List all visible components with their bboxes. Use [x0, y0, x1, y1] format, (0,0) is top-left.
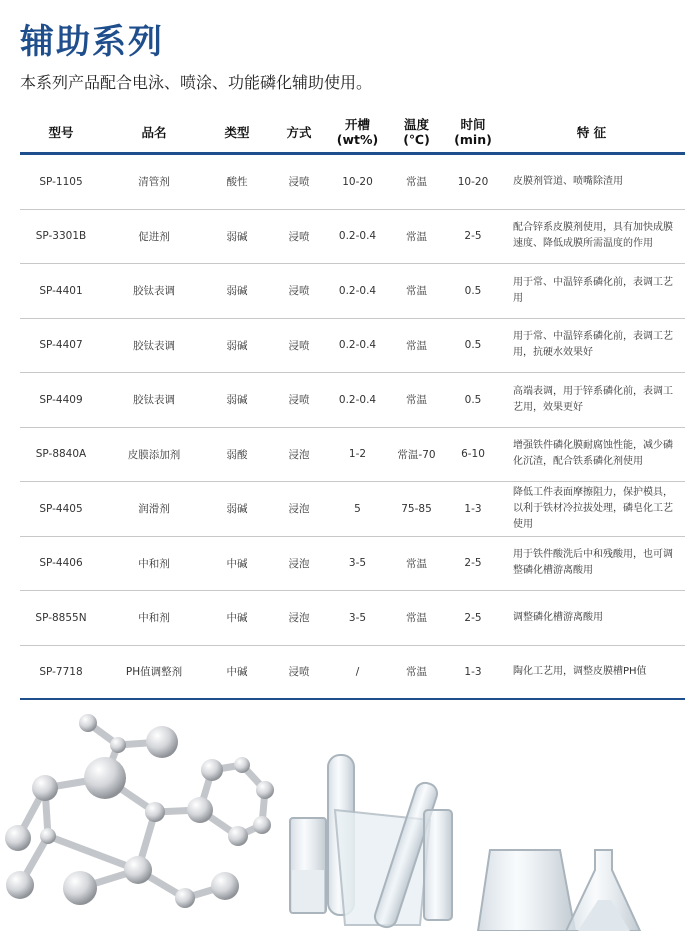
cell-feature: 调整磷化槽游离酸用	[513, 611, 603, 623]
glassware	[290, 755, 640, 931]
cell-method: 浸泡	[288, 503, 310, 516]
cell-temperature: 常温	[406, 176, 427, 189]
cell-model: SP-1105	[39, 175, 83, 188]
cell-model: SP-4406	[39, 557, 83, 570]
cell-time: 1-3	[464, 665, 482, 678]
cell-concentration: /	[355, 665, 360, 678]
cell-name: 胶钛表调	[133, 394, 175, 407]
cell-model: SP-8840A	[35, 448, 87, 461]
cell-type: 弱碱	[226, 285, 248, 298]
cell-name: 胶钛表调	[133, 285, 175, 298]
cell-time: 2-5	[464, 230, 482, 243]
cell-name: 润滑剂	[138, 503, 170, 516]
page-title: 辅助系列	[20, 22, 164, 62]
cell-model: SP-4401	[39, 284, 83, 297]
table-row	[20, 210, 685, 265]
cell-time: 6-10	[461, 448, 485, 461]
cell-temperature: 常温	[406, 339, 427, 352]
cell-concentration: 3-5	[348, 557, 367, 570]
cell-feature: 陶化工艺用，调整皮膜槽PH值	[513, 665, 647, 677]
table-row	[20, 482, 685, 537]
cell-method: 浸喷	[288, 339, 310, 352]
header-type: 类型	[224, 124, 250, 140]
cell-feature: 用于常、中温锌系磷化前，表调工艺用，抗硬水效果好	[513, 331, 673, 359]
cell-temperature: 常温-70	[397, 448, 436, 461]
cell-type: 中碱	[226, 666, 248, 679]
cell-method: 浸泡	[288, 557, 310, 570]
header-name: 品名	[141, 124, 167, 140]
header-concentration: 开槽 (wt%)	[336, 117, 379, 147]
cell-name: 促进剂	[138, 230, 170, 243]
cell-feature: 用于铁件酸洗后中和残酸用，也可调整磷化槽游离酸用	[513, 549, 673, 577]
cell-method: 浸喷	[288, 176, 310, 189]
cell-time: 0.5	[464, 339, 482, 352]
cell-feature: 配合锌系皮膜剂使用，具有加快成膜速度、降低成膜所需温度的作用	[513, 222, 673, 250]
cell-temperature: 常温	[406, 230, 427, 243]
cell-time: 10-20	[457, 175, 489, 188]
header-temperature: 温度 (℃)	[403, 117, 430, 147]
cell-method: 浸喷	[288, 666, 310, 679]
cell-type: 弱碱	[226, 339, 248, 352]
cell-concentration: 3-5	[348, 611, 367, 624]
cell-time: 2-5	[464, 557, 482, 570]
cell-type: 酸性	[226, 176, 248, 189]
table-row	[20, 646, 685, 701]
cell-type: 中碱	[226, 612, 248, 625]
cell-name: 胶钛表调	[133, 339, 175, 352]
cell-concentration: 0.2-0.4	[338, 393, 377, 406]
cell-method: 浸泡	[288, 448, 310, 461]
cell-model: SP-4407	[39, 339, 83, 352]
table-row	[20, 537, 685, 592]
cell-method: 浸泡	[288, 612, 310, 625]
cell-temperature: 常温	[406, 285, 427, 298]
page-subtitle: 本系列产品配合电泳、喷涂、功能磷化辅助使用。	[20, 73, 373, 92]
table-header	[20, 112, 685, 155]
cell-concentration: 5	[354, 502, 361, 515]
cell-type: 弱碱	[226, 503, 248, 516]
cell-model: SP-7718	[39, 665, 83, 678]
cell-name: PH值调整剂	[125, 666, 183, 679]
cell-model: SP-3301B	[35, 230, 87, 243]
cell-feature: 皮膜剂管道、喷嘴除渣用	[513, 175, 623, 187]
cell-temperature: 常温	[406, 394, 427, 407]
cell-name: 清管剂	[138, 176, 170, 189]
cell-concentration: 0.2-0.4	[338, 284, 377, 297]
cell-name: 中和剂	[138, 557, 170, 570]
cell-type: 弱碱	[226, 394, 248, 407]
cell-method: 浸喷	[288, 285, 310, 298]
cell-feature: 用于常、中温锌系磷化前，表调工艺用	[513, 276, 673, 304]
cell-feature: 降低工件表面摩擦阻力，保护模具，以利于铁材冷拉拔处理，磷皂化工艺使用	[513, 486, 673, 530]
header-model: 型号	[48, 124, 74, 140]
cell-name: 中和剂	[138, 612, 170, 625]
cell-temperature: 75-85	[401, 502, 432, 515]
cell-model: SP-8855N	[35, 611, 87, 624]
table-row	[20, 264, 685, 319]
cell-concentration: 0.2-0.4	[338, 339, 377, 352]
cell-temperature: 常温	[406, 666, 427, 679]
table-row	[20, 319, 685, 374]
cell-model: SP-4409	[39, 393, 83, 406]
cell-concentration: 1-2	[348, 448, 367, 461]
cell-time: 2-5	[464, 611, 482, 624]
cell-type: 弱碱	[226, 230, 248, 243]
cell-type: 弱酸	[226, 448, 248, 461]
cell-name: 皮膜添加剂	[127, 448, 181, 461]
table-body	[20, 155, 685, 700]
cell-temperature: 常温	[406, 557, 427, 570]
table-row	[20, 373, 685, 428]
cell-time: 1-3	[464, 502, 482, 515]
cell-method: 浸喷	[288, 394, 310, 407]
lab-glassware-illustration	[0, 710, 700, 931]
cell-temperature: 常温	[406, 612, 427, 625]
table-row	[20, 591, 685, 646]
cell-model: SP-4405	[39, 502, 83, 515]
header-method: 方式	[286, 124, 312, 140]
cell-concentration: 10-20	[342, 175, 373, 188]
header-feature: 特 征	[576, 124, 607, 140]
table-row	[20, 428, 685, 483]
table-row	[20, 155, 685, 210]
cell-time: 0.5	[464, 284, 482, 297]
cell-concentration: 0.2-0.4	[338, 230, 377, 243]
cell-feature: 高端表调，用于锌系磷化前，表调工艺用，效果更好	[513, 385, 673, 413]
cell-type: 中碱	[226, 557, 248, 570]
cell-method: 浸喷	[288, 230, 310, 243]
product-table	[20, 112, 685, 700]
cell-time: 0.5	[464, 393, 482, 406]
cell-feature: 增强铁件磷化膜耐腐蚀性能，减少磷化沉渣，配合铁系磷化剂使用	[513, 440, 673, 468]
header-time: 时间 (min)	[454, 117, 492, 147]
